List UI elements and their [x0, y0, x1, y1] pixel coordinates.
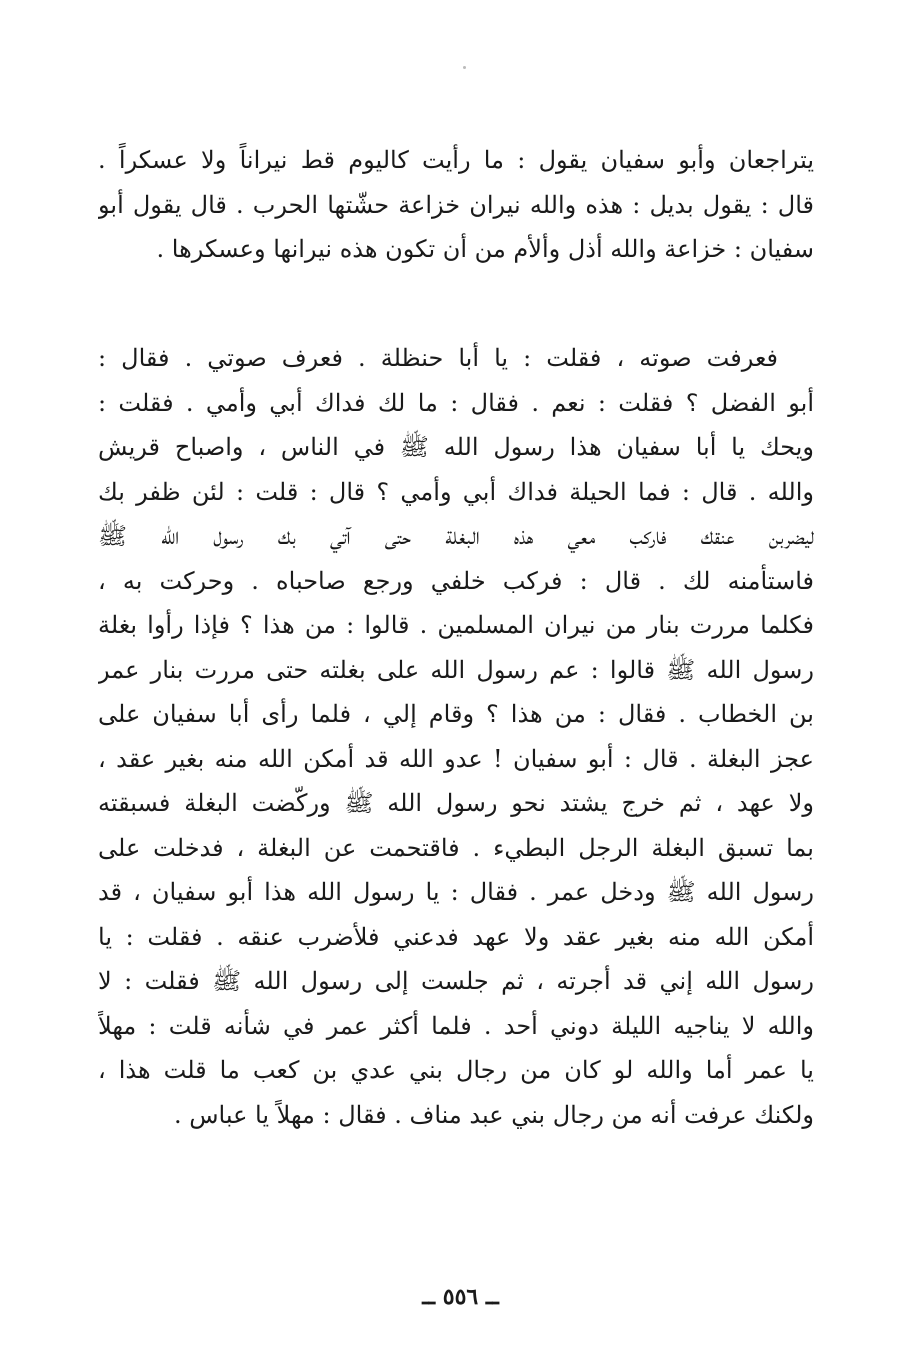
text-line: بما تسبق البغلة الرجل البطيء . فاقتحمت عن البغلة ، فدخلت على [98, 833, 814, 862]
text-line: يتراجعان وأبو سفيان يقول : ما رأيت كاليوم قط نيراناً ولا عسكراً . [98, 146, 814, 174]
text-line: قال : يقول بديل : هذه والله نيران خزاعة حشّتها الحرب . قال يقول أبو [98, 190, 814, 219]
text-line: سفيان : خزاعة والله أذل وألأم من أن تكون هذه نيرانها وعسكرها . [156, 235, 814, 263]
text-line: يا عمر أما والله لو كان من رجال بني عدي بن كعب ما قلت هذا ، [98, 1056, 814, 1084]
text-line: فكلما مررت بنار من نيران المسلمين . قالوا : من هذا ؟ فإذا رأوا بغلة [98, 611, 814, 639]
text-line: أمكن الله منه بغير عقد ولا عهد فدعني فلأضرب عنقه . فقلت : يا [98, 922, 814, 951]
text-line: عجز البغلة . قال : أبو سفيان ! عدو الله قد أمكن الله منه بغير عقد ، [98, 744, 814, 773]
text-line: ويحك يا أبا سفيان هذا رسول الله ﷺ في الناس ، واصباح قريش [98, 433, 814, 461]
text-line-content: فعرفت صوته ، فقلت : يا أبا حنظلة . فعرف صوتي . فقال : [98, 344, 778, 372]
text-line: فاستأمنه لك . قال : فركب خلفي ورجع صاحباه . وحركت به ، [98, 566, 814, 595]
text-line: ولا عهد ، ثم خرج يشتد نحو رسول الله ﷺ وركّضت البغلة فسبقته [98, 789, 814, 817]
text-line: ليضربن عنقك فاركب معي هذه البغلة حتى آتي بك رسول الله ﷺ [98, 522, 814, 550]
text-line: أبو الفضل ؟ فقلت : نعم . فقال : ما لك فداك أبي وأمي . فقلت : [98, 388, 814, 417]
text-line: ولكنك عرفت أنه من رجال بني عبد مناف . فقال : مهلاً يا عباس . [173, 1100, 814, 1129]
paragraph-2 [98, 336, 814, 1137]
text-line: والله لا يناجيه الليلة دوني أحد . فلما أكثر عمر في شأنه قلت : مهلاً [98, 1011, 814, 1040]
text-line-first [98, 336, 814, 381]
text-line: رسول الله ﷺ ودخل عمر . فقال : يا رسول الله هذا أبو سفيان ، قد [98, 878, 814, 906]
page-number: ــ ٥٥٦ ــ [422, 1284, 499, 1310]
paragraph-1 [98, 138, 814, 272]
scan-speck [463, 66, 466, 69]
text-line: رسول الله ﷺ قالوا : عم رسول الله على بغلته حتى مررت بنار عمر [98, 655, 814, 684]
text-line: والله . قال : فما الحيلة فداك أبي وأمي ؟ قال : قلت : لئن ظفر بك [98, 477, 814, 506]
text-line: بن الخطاب . فقال : من هذا ؟ وقام إلي ، فلما رأى أبا سفيان على [98, 700, 814, 728]
text-line: رسول الله إني قد أجرته ، ثم جلست إلى رسول الله ﷺ فقلت : لا [98, 967, 814, 995]
